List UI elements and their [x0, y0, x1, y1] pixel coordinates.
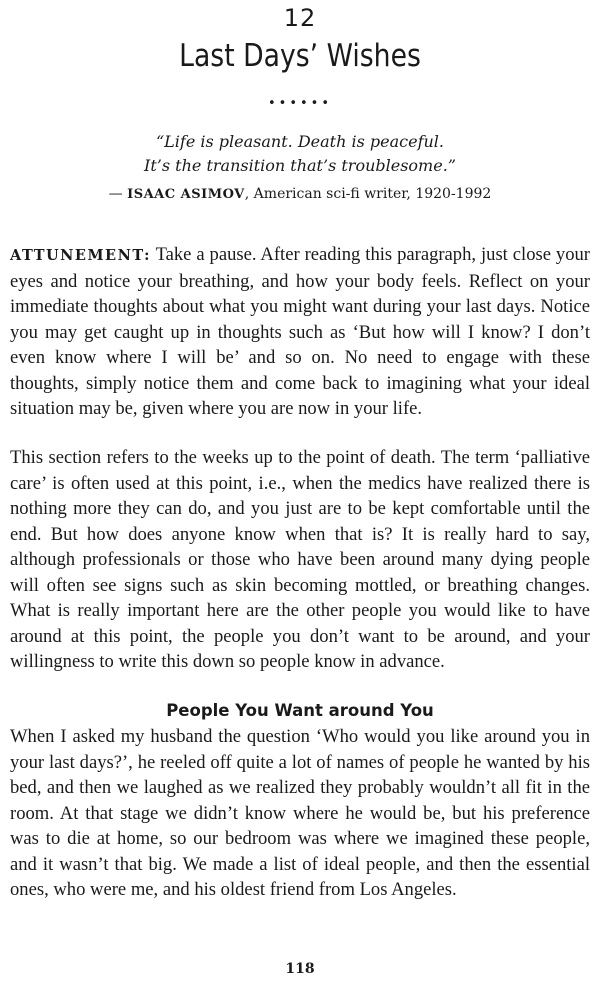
attribution-detail: , American sci-fi writer, 1920-1992: [244, 186, 492, 202]
chapter-number: 12: [283, 4, 317, 32]
body-paragraph-2: This section refers to the weeks up to the point of death. The term ‘palliative care’ is often used at this point, i.e., when the medics have realized there is nothing more they can do, and you just are to be kept comfortable until the end. But how does anyone know when that is? It is really hard to say, although professionals or those who have been around many dying people will often see signs such as skin becoming mottled, or breathing changes. What is really important here are the other people you would like to have around at this point, the people you don’t want to be around, and your willingness to write this down so people know in advance.: [10, 447, 590, 672]
attunement-text: Take a pause. After reading this paragraph, just close your eyes and notice your breathing, and how your body feels. Reflect on your immediate thoughts about what you might want during your last days. Notice you may get caught up in thoughts such as ‘But how will I know? I don’t even know where I will be’ and so on. No need to engage with these thoughts, simply notice them and come back to imagining what your ideal situation may be, given where you are now in your life.: [10, 244, 590, 419]
page-number: 118: [285, 961, 315, 977]
section-heading: People You Want around You: [166, 701, 434, 720]
body-paragraph-3: When I asked my husband the question ‘Who would you like around you in your last days?’, he reeled off quite a lot of names of people he wanted by his bed, and then we laughed as we realized they probably wouldn’t all fit in the room. At that stage we didn’t know where he would be, but his preference was to die at home, so our bedroom was where we imagined these people, and it wasn’t that big. We made a list of ideal people, and then the essential ones, who were me, and his oldest friend from Los Angeles.: [10, 726, 590, 900]
epigraph-line-1: “Life is pleasant. Death is peaceful.: [155, 132, 444, 151]
attunement-paragraph: [10, 242, 590, 422]
attunement-label: ATTUNEMENT:: [10, 247, 151, 264]
epigraph-line-2: It’s the transition that’s troublesome.”: [144, 156, 456, 175]
attribution-author: ISAAC ASIMOV: [127, 187, 245, 202]
chapter-title: Last Days’ Wishes: [179, 38, 421, 74]
attribution-dash: —: [108, 186, 128, 202]
epigraph-attribution: [0, 186, 600, 202]
ornament-dots: ••••••: [267, 96, 332, 111]
epigraph-quote: [0, 130, 600, 178]
